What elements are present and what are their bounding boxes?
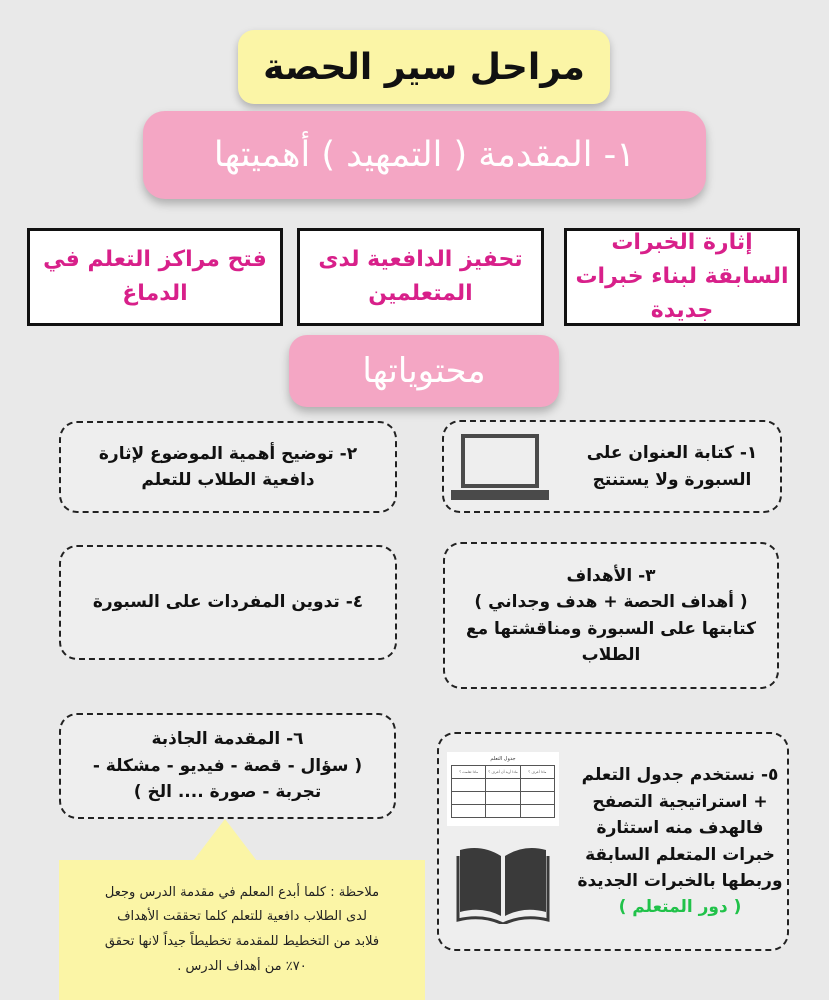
content-item-2 — [59, 421, 397, 513]
content-item-5-line4: خبرات المتعلم السابقة — [585, 844, 775, 865]
contents-header: محتوياتها — [289, 335, 559, 407]
learning-table-title: جدول التعلم — [490, 756, 516, 762]
content-item-6-line3: تجربة - صورة .... الخ ) — [133, 782, 322, 803]
page-title: مراحل سير الحصة — [238, 30, 610, 104]
content-item-6-line2: ( سؤال - قصة - فيديو - مشكلة - — [92, 755, 363, 776]
importance-box-prior-experience: إثارة الخبرات السابقة لبناء خبرات جديدة — [564, 228, 800, 326]
content-item-3-line4: الطلاب — [581, 644, 641, 665]
content-item-2-line1: ٢- توضيح أهمية الموضوع لإثارة — [98, 443, 358, 464]
content-item-5-line1: ٥- نستخدم جدول التعلم — [581, 765, 779, 786]
learning-table-header-3: ماذا تعلمت ؟ — [452, 766, 486, 779]
importance-box-learning-centers: فتح مراكز التعلم في الدماغ — [27, 228, 283, 326]
importance-box-motivation: تحفيز الدافعية لدى المتعلمين — [297, 228, 544, 326]
note-line1: ملاحظة : كلما أبدع المعلم في مقدمة الدرس وجعل — [104, 884, 380, 900]
content-item-6 — [59, 713, 396, 819]
learner-role-label: ( دور المتعلم ) — [618, 897, 742, 918]
note-line3: فلابد من التخطيط للمقدمة تخطيطاً جيداً لانها تحقق — [104, 934, 380, 949]
note-line4: ٧٠٪ من أهداف الدرس . — [177, 958, 307, 974]
content-item-5-line5: وربطها بالخبرات الجديدة — [577, 870, 783, 891]
content-item-3-line1: ٣- الأهداف — [566, 565, 656, 586]
content-item-1-line2: السبورة ولا يستنتج — [592, 469, 752, 490]
learning-table-header-2: ماذا أريد أن أعرف ؟ — [486, 766, 520, 779]
open-book-icon — [456, 840, 550, 924]
note-callout — [59, 860, 425, 1000]
content-item-3-line2: ( أهداف الحصة + هدف وجداني ) — [474, 592, 748, 613]
content-item-2-line2: دافعية الطلاب للتعلم — [141, 470, 315, 490]
content-item-3-line3: كتابتها على السبورة ومناقشتها مع — [465, 618, 757, 639]
note-callout-pointer — [193, 819, 257, 861]
content-item-4-line1: ٤- تدوين المفردات على السبورة — [92, 592, 364, 613]
note-line2: لدى الطلاب دافعية للتعلم كلما تحققت الأهداف — [117, 909, 367, 925]
content-item-3 — [443, 542, 779, 689]
learning-table-image — [447, 752, 559, 826]
content-item-6-line1: ٦- المقدمة الجاذبة — [151, 729, 304, 750]
content-item-4 — [59, 545, 397, 660]
section-header-introduction: ١- المقدمة ( التمهيد ) أهميتها — [143, 111, 706, 199]
laptop-icon — [449, 430, 551, 504]
content-item-5-line2: + استراتيجية التصفح — [592, 791, 768, 812]
learning-table-header-1: ماذا أعرف ؟ — [520, 766, 554, 779]
content-item-5-line3: فالهدف منه استثارة — [596, 818, 764, 839]
learning-table-grid — [451, 765, 555, 818]
content-item-1-line1: ١- كتابة العنوان على — [586, 443, 758, 464]
